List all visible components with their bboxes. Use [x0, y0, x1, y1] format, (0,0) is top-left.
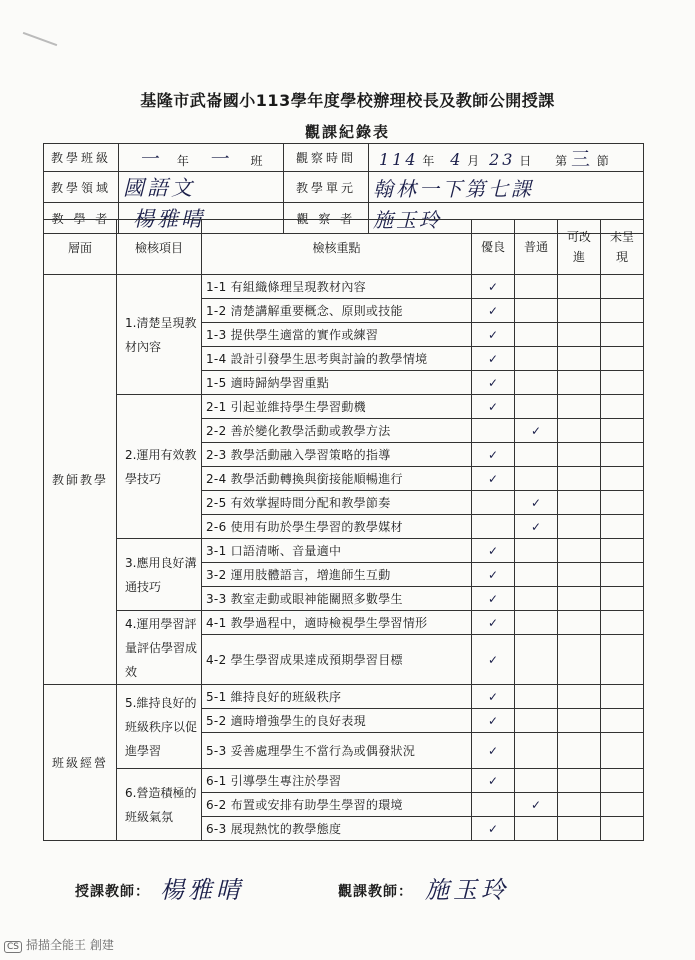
check-item: 5-2 適時增強學生的良好表現	[202, 709, 472, 733]
time-value	[369, 144, 644, 172]
rating-excellent-cell	[472, 491, 515, 515]
rating-excellent-cell	[472, 371, 515, 395]
rating-not-shown-cell	[601, 709, 644, 733]
rating-excellent-cell	[472, 793, 515, 817]
rating-improve-cell	[558, 563, 601, 587]
rating-excellent-cell	[472, 515, 515, 539]
rating-not-shown-cell	[601, 491, 644, 515]
rating-improve-cell	[558, 299, 601, 323]
check-item: 2-1 引起並維持學生學習動機	[202, 395, 472, 419]
rating-normal-cell	[515, 685, 558, 709]
rating-excellent-cell	[472, 299, 515, 323]
unit-value	[369, 172, 644, 203]
rating-not-shown-cell	[601, 371, 644, 395]
rating-improve-cell	[558, 587, 601, 611]
col-improve: 可改進	[558, 220, 601, 275]
check-item: 4-1 教學過程中，適時檢視學生學習情形	[202, 611, 472, 635]
domain-label: 教學領域	[44, 172, 119, 203]
category-4: 4.運用學習評量評估學習成效	[117, 611, 202, 685]
rating-excellent-cell	[472, 467, 515, 491]
check-mark-icon: ✓	[487, 689, 499, 704]
table-row	[44, 769, 644, 793]
rating-improve-cell	[558, 733, 601, 769]
unit-label: 教學單元	[284, 172, 369, 203]
rating-excellent-cell	[472, 611, 515, 635]
scan-mark	[23, 32, 58, 46]
rating-normal-cell	[515, 817, 558, 841]
rating-not-shown-cell	[601, 275, 644, 299]
check-mark-icon: ✓	[487, 471, 499, 486]
rating-improve-cell	[558, 515, 601, 539]
camscanner-icon: CS	[4, 941, 22, 953]
rating-excellent-cell	[472, 563, 515, 587]
check-mark-icon: ✓	[487, 773, 499, 788]
rating-excellent-cell	[472, 817, 515, 841]
check-item: 6-3 展現熱忱的教學態度	[202, 817, 472, 841]
rating-not-shown-cell	[601, 587, 644, 611]
rating-normal-cell	[515, 769, 558, 793]
table-row	[44, 539, 644, 563]
rating-excellent-cell	[472, 395, 515, 419]
rating-normal-cell	[515, 419, 558, 443]
period-unit: 節	[596, 154, 609, 168]
category-1: 1.清楚呈現教材內容	[117, 275, 202, 395]
rating-normal-cell	[515, 467, 558, 491]
check-mark-icon: ✓	[487, 351, 499, 366]
category-2: 2.運用有效教學技巧	[117, 395, 202, 539]
category-5: 5.維持良好的班級秩序以促進學習	[117, 685, 202, 769]
check-mark-icon: ✓	[487, 279, 499, 294]
rating-improve-cell	[558, 275, 601, 299]
rating-not-shown-cell	[601, 515, 644, 539]
rating-improve-cell	[558, 371, 601, 395]
check-item: 2-2 善於變化教學活動或教學方法	[202, 419, 472, 443]
check-item: 6-1 引導學生專注於學習	[202, 769, 472, 793]
rating-normal-cell	[515, 733, 558, 769]
table-row	[44, 275, 644, 299]
col-item: 檢核項目	[117, 220, 202, 275]
check-mark-icon: ✓	[487, 591, 499, 606]
rating-improve-cell	[558, 323, 601, 347]
table-row	[44, 611, 644, 635]
time-year: 114	[379, 150, 419, 169]
rating-normal-cell	[515, 709, 558, 733]
time-year-unit: 年	[422, 154, 435, 168]
table-row	[44, 395, 644, 419]
check-mark-icon: ✓	[487, 821, 499, 836]
check-item: 2-3 教學活動融入學習策略的指導	[202, 443, 472, 467]
check-mark-icon: ✓	[530, 519, 542, 534]
rating-not-shown-cell	[601, 793, 644, 817]
rating-excellent-cell	[472, 539, 515, 563]
teacher-sign-label: 授課教師：	[75, 884, 150, 900]
check-item: 6-2 布置或安排有助學生學習的環境	[202, 793, 472, 817]
category-6: 6.營造積極的班級氣氛	[117, 769, 202, 841]
class-num: 一	[210, 148, 233, 170]
time-label: 觀察時間	[284, 144, 369, 172]
scanner-footer	[4, 936, 114, 953]
check-item: 3-1 口語清晰、音量適中	[202, 539, 472, 563]
rating-excellent-cell	[472, 419, 515, 443]
rating-normal-cell	[515, 539, 558, 563]
checklist-table	[43, 219, 644, 841]
area-teaching: 教師教學	[44, 275, 117, 685]
check-mark-icon: ✓	[487, 652, 499, 667]
col-focus: 檢核重點	[202, 220, 472, 275]
observer-sign-label: 觀課教師：	[338, 884, 413, 900]
rating-excellent-cell	[472, 323, 515, 347]
rating-normal-cell	[515, 635, 558, 685]
rating-improve-cell	[558, 635, 601, 685]
rating-improve-cell	[558, 467, 601, 491]
observer-signature: 施玉玲	[425, 876, 509, 904]
table-row	[44, 685, 644, 709]
rating-improve-cell	[558, 443, 601, 467]
observer-handwriting: 施玉玲	[373, 207, 442, 232]
check-mark-icon: ✓	[487, 615, 499, 630]
rating-normal-cell	[515, 299, 558, 323]
check-item: 4-2 學生學習成果達成預期學習目標	[202, 635, 472, 685]
rating-not-shown-cell	[601, 685, 644, 709]
check-item: 3-2 運用肢體語言，增進師生互動	[202, 563, 472, 587]
rating-excellent-cell	[472, 685, 515, 709]
rating-not-shown-cell	[601, 733, 644, 769]
rating-excellent-cell	[472, 635, 515, 685]
rating-normal-cell	[515, 587, 558, 611]
time-day-unit: 日	[519, 154, 532, 168]
check-item: 2-4 教學活動轉換與銜接能順暢進行	[202, 467, 472, 491]
col-excellent: 優良	[472, 220, 515, 275]
rating-excellent-cell	[472, 709, 515, 733]
rating-excellent-cell	[472, 733, 515, 769]
rating-not-shown-cell	[601, 467, 644, 491]
check-item: 1-2 清楚講解重要概念、原則或技能	[202, 299, 472, 323]
rating-excellent-cell	[472, 769, 515, 793]
rating-excellent-cell	[472, 443, 515, 467]
period-value: 三	[570, 148, 593, 170]
rating-not-shown-cell	[601, 395, 644, 419]
unit-handwriting: 翰林一下第七課	[373, 176, 534, 201]
rating-not-shown-cell	[601, 769, 644, 793]
rating-not-shown-cell	[601, 347, 644, 371]
check-mark-icon: ✓	[487, 743, 499, 758]
rating-not-shown-cell	[601, 299, 644, 323]
check-mark-icon: ✓	[487, 713, 499, 728]
check-item: 5-3 妥善處理學生不當行為或偶發狀況	[202, 733, 472, 769]
rating-not-shown-cell	[601, 539, 644, 563]
check-mark-icon: ✓	[530, 797, 542, 812]
check-mark-icon: ✓	[487, 447, 499, 462]
col-normal: 普通	[515, 220, 558, 275]
teacher-label: 教 學 者	[44, 203, 119, 234]
time-day: 23	[489, 150, 516, 169]
rating-improve-cell	[558, 395, 601, 419]
class-value	[119, 144, 284, 172]
rating-improve-cell	[558, 491, 601, 515]
class-grade-unit: 年	[176, 154, 189, 168]
form-subtitle: 觀課紀錄表	[304, 123, 390, 141]
check-mark-icon: ✓	[487, 375, 499, 390]
check-mark-icon: ✓	[487, 303, 499, 318]
rating-not-shown-cell	[601, 817, 644, 841]
rating-normal-cell	[515, 371, 558, 395]
rating-not-shown-cell	[601, 419, 644, 443]
footer-text: 掃描全能王 創建	[26, 938, 114, 952]
check-mark-icon: ✓	[487, 399, 499, 414]
rating-normal-cell	[515, 347, 558, 371]
rating-normal-cell	[515, 611, 558, 635]
teacher-signature: 楊雅晴	[160, 876, 244, 904]
rating-not-shown-cell	[601, 635, 644, 685]
check-item: 1-5 適時歸納學習重點	[202, 371, 472, 395]
rating-normal-cell	[515, 515, 558, 539]
check-item: 1-4 設計引發學生思考與討論的教學情境	[202, 347, 472, 371]
rating-not-shown-cell	[601, 323, 644, 347]
rating-improve-cell	[558, 419, 601, 443]
rating-improve-cell	[558, 769, 601, 793]
teacher-handwriting: 楊雅晴	[133, 207, 205, 231]
domain-value	[119, 172, 284, 203]
rating-normal-cell	[515, 563, 558, 587]
rating-excellent-cell	[472, 347, 515, 371]
rating-normal-cell	[515, 323, 558, 347]
rating-improve-cell	[558, 347, 601, 371]
rating-not-shown-cell	[601, 563, 644, 587]
observer-label: 觀 察 者	[284, 203, 369, 234]
class-grade: 一	[141, 148, 164, 170]
check-mark-icon: ✓	[487, 327, 499, 342]
rating-improve-cell	[558, 611, 601, 635]
class-num-unit: 班	[250, 154, 263, 168]
time-month: 4	[450, 150, 464, 169]
area-class: 班級經營	[44, 685, 117, 841]
check-mark-icon: ✓	[530, 423, 542, 438]
class-label: 教學班級	[44, 144, 119, 172]
check-item: 1-1 有組織條理呈現教材內容	[202, 275, 472, 299]
rating-improve-cell	[558, 709, 601, 733]
check-item: 3-3 教室走動或眼神能關照多數學生	[202, 587, 472, 611]
rating-improve-cell	[558, 817, 601, 841]
rating-normal-cell	[515, 443, 558, 467]
check-item: 2-6 使用有助於學生學習的教學媒材	[202, 515, 472, 539]
col-not-shown: 未呈現	[601, 220, 644, 275]
rating-excellent-cell	[472, 275, 515, 299]
form-title: 基隆市武崙國小113學年度學校辦理校長及教師公開授課	[140, 91, 555, 110]
rating-normal-cell	[515, 275, 558, 299]
rating-excellent-cell	[472, 587, 515, 611]
check-item: 1-3 提供學生適當的實作或練習	[202, 323, 472, 347]
check-item: 5-1 維持良好的班級秩序	[202, 685, 472, 709]
check-mark-icon: ✓	[487, 543, 499, 558]
rating-improve-cell	[558, 685, 601, 709]
rating-improve-cell	[558, 793, 601, 817]
period-prefix: 第	[555, 154, 568, 168]
domain-handwriting: 國語文	[123, 176, 195, 200]
rating-not-shown-cell	[601, 611, 644, 635]
category-3: 3.應用良好溝通技巧	[117, 539, 202, 611]
check-mark-icon: ✓	[487, 567, 499, 582]
time-month-unit: 月	[467, 154, 480, 168]
rating-normal-cell	[515, 491, 558, 515]
check-mark-icon: ✓	[530, 495, 542, 510]
rating-improve-cell	[558, 539, 601, 563]
col-level: 層面	[44, 220, 117, 275]
rating-normal-cell	[515, 395, 558, 419]
rating-not-shown-cell	[601, 443, 644, 467]
check-item: 2-5 有效掌握時間分配和教學節奏	[202, 491, 472, 515]
rating-normal-cell	[515, 793, 558, 817]
